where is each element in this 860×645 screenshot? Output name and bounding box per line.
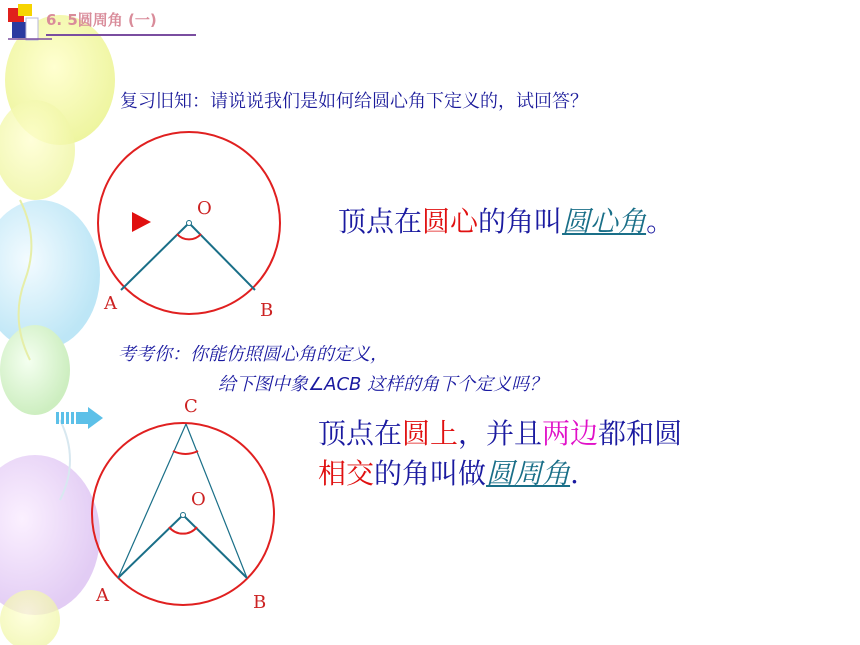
def2-end: . (570, 457, 579, 490)
def2-term: 圆周角 (486, 457, 571, 490)
label-a-1: A (104, 293, 117, 314)
chord-ca (118, 424, 186, 578)
page-title: 6. 5圆周角 (一) (46, 11, 157, 29)
radius-ob-2 (183, 515, 247, 578)
def2-text-4: 的角叫做 (374, 457, 487, 490)
prompt-line-1: 考考你：你能仿照圆心角的定义， (118, 344, 388, 365)
balloon-blue (0, 200, 100, 350)
radius-ob (189, 223, 255, 290)
pointer-arrow-icon (132, 212, 151, 232)
label-o-1: O (197, 198, 212, 219)
def1-text-2: 的角叫 (478, 205, 563, 238)
def2-text-2: ，并且 (458, 417, 543, 450)
def1-highlight-center: 圆心 (422, 205, 479, 238)
angle-arc-1 (177, 234, 201, 239)
def2-text-3: 都和圆 (598, 417, 683, 450)
def1-term: 圆心角 (562, 205, 647, 238)
angle-arc-o (169, 527, 197, 534)
prompt-line-2: 给下图中象∠ACB 这样的角下个定义吗？ (218, 374, 548, 395)
def1-end: 。 (646, 205, 675, 238)
inscribed-angle-definition (318, 414, 798, 494)
radius-oa (121, 223, 189, 290)
label-a-2: A (96, 585, 109, 606)
label-b-1: B (260, 300, 274, 321)
inscribed-angle-diagram (85, 415, 285, 615)
label-b-2: B (253, 592, 267, 613)
center-dot-2 (181, 513, 186, 518)
center-dot-1 (187, 221, 192, 226)
angle-arc-c (173, 451, 198, 454)
central-angle-definition (338, 200, 674, 240)
def1-text-1: 顶点在 (338, 205, 423, 238)
label-o-2: O (191, 489, 206, 510)
def2-text-1: 顶点在 (318, 417, 403, 450)
title-underline (46, 34, 196, 36)
radius-oa-2 (118, 515, 183, 578)
review-question: 复习旧知：请说说我们是如何给圆心角下定义的，试回答？ (120, 91, 588, 112)
def2-highlight-intersect: 相交 (318, 457, 375, 490)
label-c-2: C (184, 396, 198, 417)
def2-highlight-sides: 两边 (542, 417, 599, 450)
def2-highlight-circle: 圆上 (402, 417, 459, 450)
balloon-green (0, 325, 70, 415)
